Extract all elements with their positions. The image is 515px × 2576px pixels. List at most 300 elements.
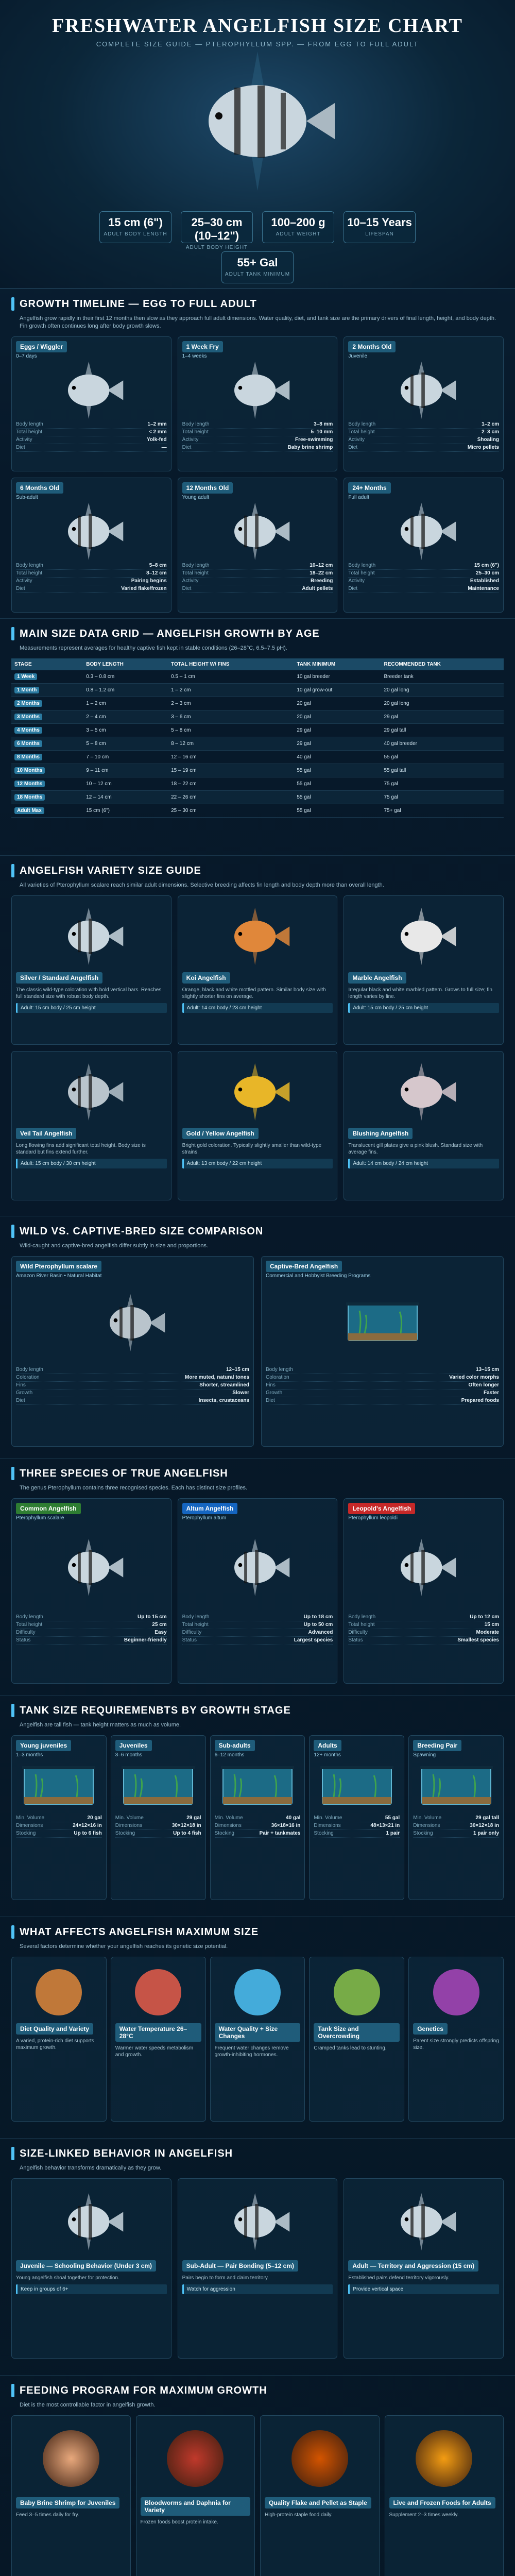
spec-row [348,578,499,585]
text-label: Up to 4 fish [173,1831,201,1836]
text-label: 25 cm [152,1622,167,1628]
text-label: Total height [16,1622,43,1628]
text-label: Pairing begins [131,578,167,584]
section-intro: All varieties of Pterophyllum scalare reach similar adult dimensions. Selective breeding affects fin length and body depth more than overall length. [20,882,384,888]
factor-icon [234,1969,281,2015]
table-header: RECOMMENDED TANK [381,658,504,670]
tank-stage-card [408,1735,504,1900]
spec-row [215,1815,301,1822]
text-label: ADULT BODY LENGTH [104,231,167,237]
angelfish-icon [219,361,296,420]
text-label: Slower [232,1390,249,1396]
factor-name: Water Quality + Size Changes [215,2023,301,2042]
variety-card [178,1051,338,1200]
text-label: Total height [182,429,209,435]
aquarium-icon [318,1763,396,1809]
tank-size-section [0,1695,515,1917]
angelfish-icon [53,1062,130,1122]
spec-row [16,1822,102,1830]
stage-title: 6 Months Old [16,482,63,494]
tank-stage-sub: 1–3 months [16,1752,43,1758]
text-label: Diet [16,586,25,591]
spec-row [266,1389,499,1397]
tank-stage-title: Sub-adults [215,1740,255,1751]
food-icon [43,2430,99,2487]
tank-stage-title: Juveniles [115,1740,152,1751]
species-card [11,1498,171,1684]
stage-title: 2 Months Old [348,341,396,352]
text-label: Smallest species [457,1637,499,1643]
feeding-description: Frozen foods boost protein intake. [140,2519,218,2525]
variety-description: Bright gold coloration. Typically slightly smaller than wild-type strains. [182,1143,322,1155]
section-title: THREE SPECIES OF TRUE ANGELFISH [20,1467,228,1479]
stage-title: 12 Months Old [182,482,233,494]
section-title: MAIN SIZE DATA GRID — ANGELFISH GROWTH BY AGE [20,628,320,639]
column-title: Captive-Bred Angelfish [266,1261,342,1272]
variety-size: Adult: 14 cm body / 24 cm height [348,1159,499,1168]
section-title: ANGELFISH VARIETY SIZE GUIDE [20,865,201,876]
spec-row [182,1637,333,1645]
feeding-name: Quality Flake and Pellet as Staple [265,2497,371,2509]
table-cell: 5 – 8 cm [83,737,168,751]
comparison-column [261,1256,504,1447]
section-intro: Diet is the most controllable factor in angelfish growth. [20,2402,156,2408]
column-title: Wild Pterophyllum scalare [16,1261,101,1272]
stage-badge: 2 Months [14,700,42,707]
table-cell: 15 cm (6") [83,804,168,818]
table-cell: 2 – 3 cm [168,697,294,710]
timeline-stage-card [11,336,171,471]
text-label: Fins [266,1382,276,1388]
text-label: Coloration [266,1375,289,1380]
table-cell: 29 gal [381,710,504,724]
table-row [11,764,504,777]
behavior-name: Sub-Adult — Pair Bonding (5–12 cm) [182,2260,298,2272]
text-label: Diet [266,1398,275,1403]
spec-row [348,585,499,593]
spec-row [182,429,333,436]
table-cell: 40 gal breeder [381,737,504,751]
species-card [178,1498,338,1684]
table-cell: 12 – 16 cm [168,751,294,764]
aquarium-icon [119,1763,197,1809]
timeline-stage-card [178,336,338,471]
feeding-section [0,2375,515,2576]
text-label: Body length [182,421,210,427]
text-label: Activity [348,578,365,584]
aquarium-icon [20,1763,97,1809]
angelfish-icon [385,361,462,420]
text-label: Free-swimming [295,437,333,443]
species-scientific-name: Pterophyllum leopoldi [348,1515,398,1521]
text-label: 24×12×16 in [73,1823,102,1828]
text-label: Diet [16,1398,25,1403]
table-row [11,670,504,684]
factor-name: Diet Quality and Variety [16,2023,93,2035]
text-label: 12–15 cm [226,1367,249,1372]
stage-badge: 18 Months [14,794,45,801]
table-row [11,697,504,710]
angelfish-icon [53,1538,130,1597]
variety-name: Blushing Angelfish [348,1128,413,1139]
aquarium-icon [344,1299,421,1346]
stat-tank-minimum [221,251,294,283]
text-label: Body length [16,421,43,427]
table-cell: 5 – 8 cm [168,724,294,737]
tank-stage-card [111,1735,206,1900]
text-label: 15 cm (6") [108,216,163,229]
table-cell: 7 – 10 cm [83,751,168,764]
table-cell: 75 gal [381,791,504,804]
stage-age: Young adult [182,495,210,500]
variety-description: Translucent gill plates give a pink blush. Standard size with average fins. [348,1143,483,1155]
feeding-description: High-protein staple food daily. [265,2512,333,2518]
text-label: Beginner-friendly [124,1637,167,1643]
text-label: 55 gal [385,1815,400,1821]
text-label: Prepared foods [461,1398,499,1403]
text-label: — [161,445,167,450]
behavior-card [178,2178,338,2359]
factor-card [11,1957,107,2122]
feeding-name: Live and Frozen Foods for Adults [389,2497,495,2509]
factor-description: Cramped tanks lead to stunting. [314,2045,387,2051]
factor-icon [135,1969,181,2015]
text-label: Activity [16,437,32,443]
stage-badge: 8 Months [14,754,42,760]
spec-row [16,570,167,578]
text-label: ADULT BODY HEIGHT [185,245,248,250]
tank-stage-card [210,1735,305,1900]
table-cell: 10 gal grow-out [294,684,381,697]
spec-row [266,1382,499,1389]
tank-stage-sub: 6–12 months [214,1752,245,1758]
text-label: Easy [154,1630,167,1635]
stage-title: 24+ Months [348,482,390,494]
text-label: 29 gal [186,1815,201,1821]
text-label: Advanced [308,1630,333,1635]
table-cell: 8 – 12 cm [168,737,294,751]
stage-title: Eggs / Wiggler [16,341,67,352]
growth-size-table [11,658,504,818]
factor-icon [36,1969,82,2015]
spec-row [348,436,499,444]
spec-row [314,1830,400,1838]
section-title: TANK SIZE REQUIREMENBTS BY GROWTH STAGE [20,1704,291,1716]
variety-name: Veil Tail Angelfish [16,1128,76,1139]
spec-row [182,570,333,578]
factor-card [309,1957,404,2122]
text-label: 30×12×18 in [470,1823,499,1828]
text-label: LIFESPAN [365,231,394,237]
text-label: Dimensions [16,1823,43,1828]
text-label: Total height [182,1622,209,1628]
spec-row [348,1614,499,1621]
factor-name: Tank Size and Overcrowding [314,2023,400,2042]
stage-badge: 10 Months [14,767,45,774]
text-label: Min. Volume [314,1815,342,1821]
variety-card [344,895,504,1045]
table-cell: 29 gal [294,737,381,751]
table-row [11,737,504,751]
angelfish-icon [94,1293,171,1352]
text-label: Body length [16,1614,43,1620]
behavior-description: Established pairs defend territory vigorously. [348,2275,450,2281]
text-label: Body length [348,563,376,568]
species-card [344,1498,504,1684]
section-intro: Angelfish are tall fish — tank height matters as much as volume. [20,1722,181,1728]
text-label: 5–8 cm [149,563,167,568]
factor-name: Genetics [413,2023,448,2035]
spec-row [16,1614,167,1621]
text-label: 13–15 cm [475,1367,499,1372]
text-label: Body length [16,563,43,568]
variety-card [11,1051,171,1200]
section-title: SIZE-LINKED BEHAVIOR IN ANGELFISH [20,2147,233,2159]
timeline-stage-card [344,478,504,613]
section-intro: Angelfish behavior transforms dramatically as they grow. [20,2165,162,2171]
table-cell: 29 gal [294,724,381,737]
aquarium-icon [219,1763,296,1809]
table-cell: 55 gal [294,777,381,791]
aquarium-icon [418,1763,495,1809]
angelfish-icon [53,502,130,561]
text-label: Min. Volume [413,1815,442,1821]
section-intro: Angelfish grow rapidly in their first 12 months then slow as they approach full adult dimensions. Water quality, diet, and tank size are the primary drivers of final length, height, and body depth. Fin growth often continues long after body growth slows. [20,315,496,329]
text-label: Up to 18 cm [303,1614,333,1620]
section-intro: Wild-caught and captive-bred angelfish differ subtly in size and proportions. [20,1243,209,1249]
factor-icon [433,1969,479,2015]
tank-stage-title: Adults [314,1740,341,1751]
section-intro: Several factors determine whether your angelfish reaches its genetic size potential. [20,1943,228,1950]
angelfish-icon [385,1538,462,1597]
stage-badge: 6 Months [14,740,42,747]
variety-name: Koi Angelfish [182,972,230,984]
food-icon [291,2430,348,2487]
page-subtitle: COMPLETE SIZE GUIDE — PTEROPHYLLUM SPP. — FROM EGG TO FULL ADULT [96,40,419,48]
variety-description: Long flowing fins add significant total height. Body size is standard but fins extend further. [16,1143,146,1155]
spec-row [215,1830,301,1838]
table-cell: 10 – 12 cm [83,777,168,791]
variety-name: Marble Angelfish [348,972,406,984]
text-label: 5–10 mm [311,429,333,435]
table-cell: 0.5 – 1 cm [168,670,294,684]
spec-row [16,1815,102,1822]
feeding-card [385,2415,504,2576]
angelfish-icon [219,1538,296,1597]
text-label: Stocking [413,1831,433,1836]
size-grid-section [0,618,515,855]
table-row [11,804,504,818]
stat-body-height [181,211,253,250]
growth-timeline-section [0,289,515,618]
factor-card [408,1957,504,2122]
wild-vs-captive-section [0,1216,515,1458]
species-scientific-name: Pterophyllum scalare [16,1515,64,1521]
spec-row [348,429,499,436]
spec-row [16,1621,167,1629]
table-cell: 10 gal breeder [294,670,381,684]
table-header: TANK MINIMUM [294,658,381,670]
table-cell: 12 – 14 cm [83,791,168,804]
spec-row [266,1374,499,1382]
angelfish-icon [219,502,296,561]
section-title: WILD VS. CAPTIVE-BRED SIZE COMPARISON [20,1225,264,1237]
text-label: Micro pellets [467,445,499,450]
table-cell: 55 gal [381,751,504,764]
text-label: Stocking [115,1831,135,1836]
text-label: < 2 mm [148,429,167,435]
timeline-stage-card [344,336,504,471]
spec-row [16,1389,249,1397]
text-label: Diet [16,445,25,450]
variety-card [178,895,338,1045]
text-label: Diet [348,586,358,591]
spec-row [16,1629,167,1637]
species-section [0,1458,515,1695]
table-cell: 20 gal [294,697,381,710]
table-cell: 0.8 – 1.2 cm [83,684,168,697]
spec-row [115,1830,201,1838]
text-label: Shorter, streamlined [199,1382,249,1388]
spec-row [182,436,333,444]
text-label: 100–200 g [271,216,325,229]
spec-row [266,1397,499,1405]
text-label: 1 pair only [473,1831,499,1836]
spec-row [348,421,499,429]
text-label: 55+ Gal [237,256,278,269]
behavior-section [0,2138,515,2375]
text-label: 48×13×21 in [370,1823,400,1828]
section-intro: Measurements represent averages for healthy captive fish kept in stable conditions (26–28°C, 6.5–7.5 pH). [20,645,287,651]
text-label: Growth [16,1390,33,1396]
angelfish-icon [385,907,462,966]
spec-row [413,1822,499,1830]
variety-size: Adult: 15 cm body / 30 cm height [16,1159,167,1168]
variety-size: Adult: 15 cm body / 25 cm height [16,1003,167,1013]
food-icon [167,2430,224,2487]
section-title: FEEDING PROGRAM FOR MAXIMUM GROWTH [20,2384,267,2396]
spec-row [182,585,333,593]
spec-row [182,578,333,585]
species-name: Leopold's Angelfish [348,1503,415,1514]
text-label: Dimensions [214,1823,242,1828]
text-label: Status [16,1637,31,1643]
tank-stage-card [309,1735,404,1900]
text-label: Dimensions [314,1823,341,1828]
angelfish-icon [53,361,130,420]
text-label: Total height [16,570,43,576]
text-label: Activity [348,437,365,443]
text-label: Activity [182,437,199,443]
feeding-card [136,2415,255,2576]
text-label: Up to 15 cm [137,1614,167,1620]
table-cell: 15 – 19 cm [168,764,294,777]
variety-section [0,855,515,1216]
text-label: Insects, crustaceans [198,1398,249,1403]
section-title: GROWTH TIMELINE — EGG TO FULL ADULT [20,298,257,310]
text-label: Yolk-fed [146,437,167,443]
table-cell: 20 gal [294,710,381,724]
stat-lifespan [344,211,416,243]
spec-row [348,1621,499,1629]
angelfish-icon [219,1062,296,1122]
comparison-column [11,1256,254,1447]
text-label: Status [348,1637,363,1643]
spec-row [348,1637,499,1645]
table-cell: 55 gal [294,791,381,804]
table-cell: Breeder tank [381,670,504,684]
text-label: 1–2 mm [147,421,167,427]
text-label: Faster [483,1390,499,1396]
stage-age: Full adult [348,495,369,500]
spec-row [115,1815,201,1822]
variety-size: Adult: 15 cm body / 25 cm height [348,1003,499,1013]
stage-badge: 3 Months [14,714,42,720]
text-label: 1–2 cm [482,421,499,427]
tank-stage-sub: 3–6 months [115,1752,143,1758]
tank-stage-sub: 12+ months [314,1752,341,1758]
text-label: Up to 12 cm [470,1614,499,1620]
angelfish-icon [385,502,462,561]
text-label: Difficulty [16,1630,36,1635]
table-row [11,724,504,737]
text-label: Body length [182,563,210,568]
text-label: 8–12 cm [146,570,167,576]
spec-row [16,421,167,429]
feeding-card [260,2415,380,2576]
feeding-description: Feed 3–5 times daily for fry. [16,2512,79,2518]
text-label: More muted, natural tones [184,1375,249,1380]
angelfish-icon [385,1062,462,1122]
text-label: Stocking [314,1831,334,1836]
stage-badge: Adult Max [14,807,44,814]
behavior-description: Pairs begin to form and claim territory. [182,2275,269,2281]
text-label: Diet [348,445,358,450]
text-label: Up to 50 cm [303,1622,333,1628]
angelfish-icon [53,907,130,966]
text-label: ADULT TANK MINIMUM [225,272,290,277]
feeding-description: Supplement 2–3 times weekly. [389,2512,459,2518]
spec-row [348,570,499,578]
text-label: Stocking [214,1831,234,1836]
text-label: 10–12 cm [310,563,333,568]
stat-body-length [99,211,171,243]
spec-row [182,421,333,429]
spec-row [182,1629,333,1637]
behavior-tip: Keep in groups of 6+ [16,2284,167,2294]
text-label: 15 cm (6") [474,563,499,568]
table-cell: 55 gal [294,764,381,777]
text-label: 25–30 cm (10–12") [191,216,243,242]
behavior-description: Young angelfish shoal together for protection. [16,2275,119,2281]
text-label: Largest species [294,1637,333,1643]
text-label: Body length [16,1367,43,1372]
spec-row [182,1621,333,1629]
text-label: Body length [182,1614,210,1620]
text-label: Body length [348,421,376,427]
text-label: 30×12×18 in [171,1823,201,1828]
table-row [11,751,504,764]
text-label: Diet [182,445,192,450]
factor-description: A varied, protein-rich diet supports maximum growth. [16,2038,94,2050]
text-label: 3–8 mm [314,421,333,427]
spec-row [348,444,499,452]
text-label: Stocking [16,1831,36,1836]
spec-row [348,1629,499,1637]
text-label: ADULT WEIGHT [276,231,321,237]
table-row [11,710,504,724]
text-label: Min. Volume [214,1815,243,1821]
